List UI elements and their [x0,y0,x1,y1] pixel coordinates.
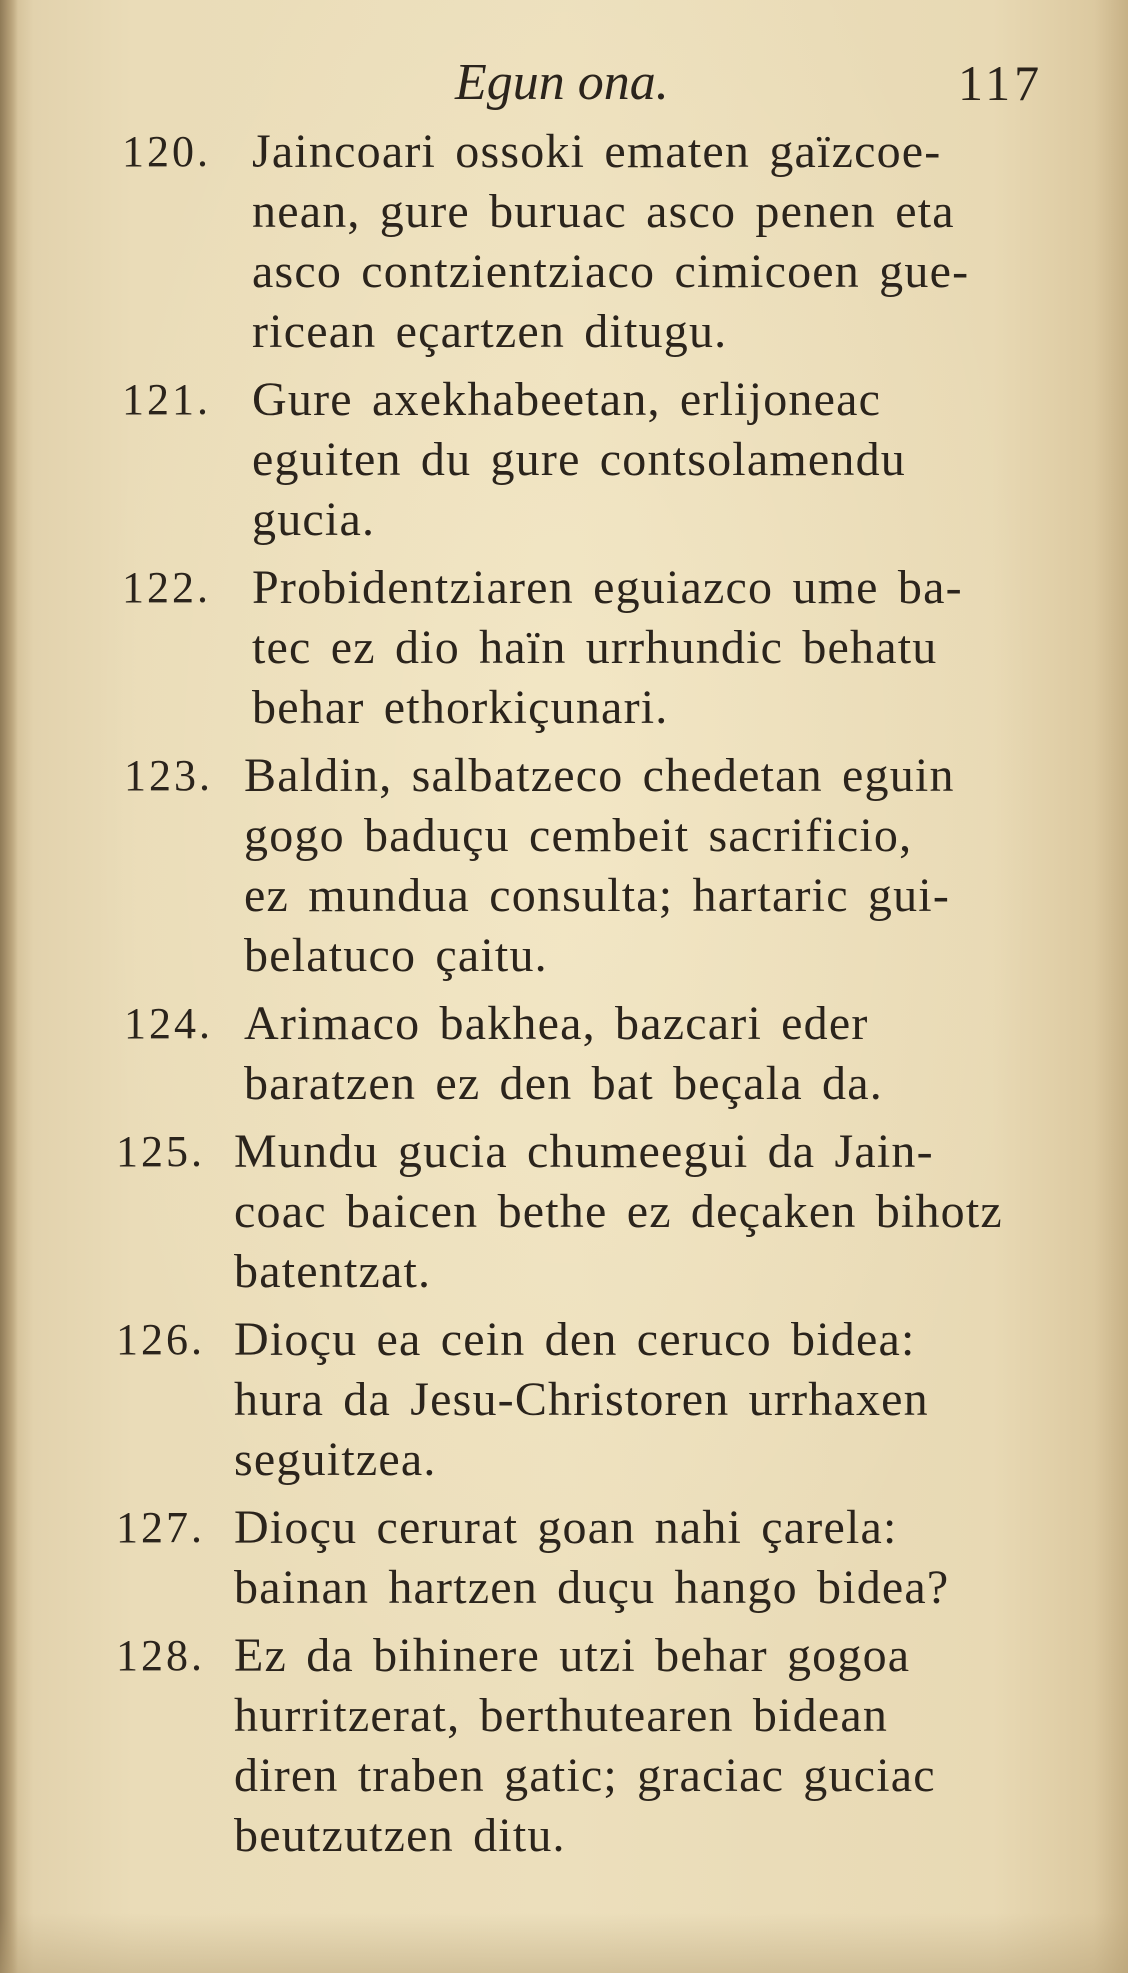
text-line: ez mundua consulta; hartaric gui- [244,869,951,922]
page-number: 117 [958,55,1044,111]
text-line: seguitzea. [234,1433,437,1486]
maxim-text [234,1122,1042,1302]
text-line: beutzutzen ditu. [234,1809,566,1862]
maxim-number: 128. [116,1631,205,1680]
text-line: belatuco çaitu. [244,929,548,982]
maxim-number: 125. [116,1127,205,1176]
maxim-text [244,994,1052,1114]
text-line: nean, gure buruac asco penen eta [252,185,955,238]
maxim-text [234,1498,1042,1618]
maxim-number: 121. [122,375,211,424]
text-line: Dioçu ea cein den ceruco bidea: [234,1313,916,1366]
text-line: Gure axekhabeetan, erlijoneac [252,373,882,426]
text-line: hura da Jesu-Christoren urrhaxen [234,1373,929,1426]
text-line: diren traben gatic; graciac guciac [234,1749,936,1802]
maxim-text [252,558,1060,738]
maxim-number: 127. [116,1503,205,1552]
maxims-list [0,122,1128,1874]
maxim-text [252,122,1060,362]
maxim-text [252,370,1060,550]
text-line: bainan hartzen duçu hango bidea? [234,1561,950,1614]
maxim-number: 124. [124,999,213,1048]
text-line: Dioçu cerurat goan nahi çarela: [234,1501,898,1554]
text-line: tec ez dio haïn urrhundic behatu [252,621,938,674]
maxim-text [234,1310,1042,1490]
text-line: behar ethorkiçunari. [252,681,669,734]
text-line: Ez da bihinere utzi behar gogoa [234,1629,911,1682]
text-line: gogo baduçu cembeit sacrificio, [244,809,913,862]
text-line: Mundu gucia chumeegui da Jain- [234,1125,934,1178]
maxim-122 [0,558,1128,738]
maxim-120 [0,122,1128,362]
maxim-128 [0,1626,1128,1866]
maxim-text [244,746,1052,986]
text-line: hurritzerat, berthutearen bidean [234,1689,889,1742]
maxim-125 [0,1122,1128,1302]
maxim-126 [0,1310,1128,1490]
maxim-number: 126. [116,1315,205,1364]
text-line: Arimaco bakhea, bazcari eder [244,997,869,1050]
maxim-number: 123. [124,751,213,800]
maxim-127 [0,1498,1128,1618]
running-title: Egun ona. [455,54,669,111]
text-line: Jaincoari ossoki ematen gaïzcoe- [252,125,942,178]
maxim-number: 122. [122,563,211,612]
text-line: ricean eçartzen ditugu. [252,305,728,358]
maxim-number: 120. [122,127,211,176]
text-line: Baldin, salbatzeco chedetan eguin [244,749,955,802]
maxim-124 [0,994,1128,1114]
text-line: eguiten du gure contsolamendu [252,433,906,486]
page-header [0,48,1128,118]
text-line: batentzat. [234,1245,432,1298]
text-line: baratzen ez den bat beçala da. [244,1057,883,1110]
text-line: gucia. [252,493,376,546]
text-line: asco contzientziaco cimicoen gue- [252,245,970,298]
text-line: coac baicen bethe ez deçaken bihotz [234,1185,1003,1238]
maxim-text [234,1626,1042,1866]
maxim-123 [0,746,1128,986]
text-line: Probidentziaren eguiazco ume ba- [252,561,963,614]
maxim-121 [0,370,1128,550]
